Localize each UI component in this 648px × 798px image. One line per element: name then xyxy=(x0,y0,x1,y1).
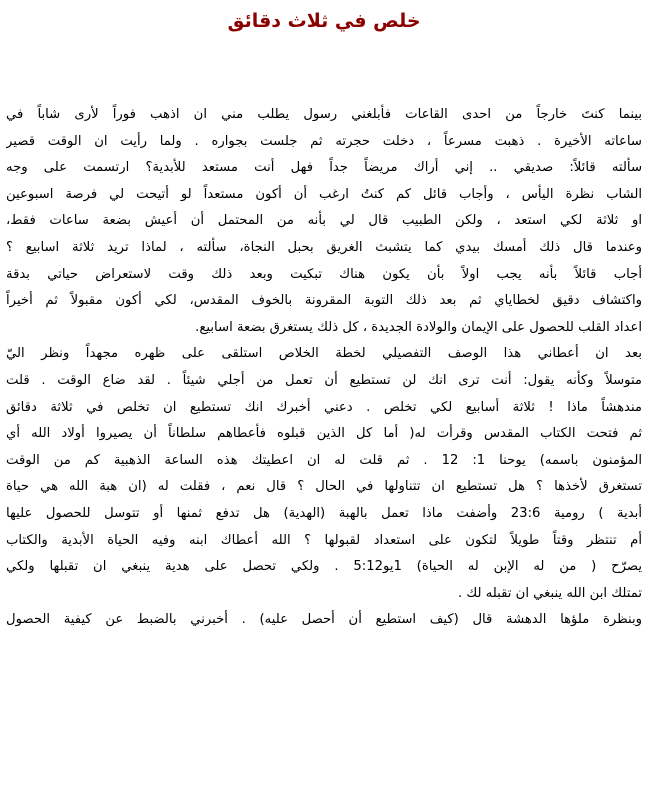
article-body xyxy=(6,102,642,634)
text-line: متوسلاً وكأنه يقول: أنت ترى انك لن تستطيع أن تعمل من أجلي شيئاً . لقد ضاع الوقت . قلت xyxy=(6,372,642,388)
text-line: بينما كنتَ خارجاً من احدى القاعات فأبلغني رسول يطلب مني ان اذهب فوراً لأرى شاباً في xyxy=(6,107,642,122)
text-line: تمتلك ابن الله ينبغي ان تقبله لك . xyxy=(457,585,642,601)
text-line: تستغرق لأخذها ؟ هل تستطيع ان تتناولها في الحال ؟ قال نعم ، فقلت له (ان هبة الله هي حياة xyxy=(6,479,642,495)
text-line: أبدية ) رومية 23:6 وأضفت ماذا تعمل بالهبة (الهدية) هل تدفع ثمنها أو تتوسل للحصول عليها xyxy=(6,505,642,521)
text-line: بعد ان أعطاني هذا الوصف التفصيلي لخطة الخلاص استلقى على ظهره مجهداً ونظر اليّ xyxy=(6,346,642,362)
text-line: او ثلاثة لكي استعد ، ولكن الطبيب قال لي بأنه من المحتمل أن أعيش بضعة ساعات فقط، xyxy=(6,213,642,229)
text-line: المؤمنون باسمه) يوحنا 1: 12 . ثم قلت له ان اعطيتك هذه الساعة الذهبية كم من الوقت xyxy=(6,452,642,468)
text-line: أجاب قائلاً بأنه يجب اولاً بأن يكون هناك تبكيت وبعد ذلك وقت لاستعراض حياتي بدقة xyxy=(6,266,642,282)
text-line: يصرّح ( من له الإبن له الحياة) 1يو5:12 . ولكي تحصل على هدية ينبغي ان تقبلها ولكي xyxy=(6,559,642,575)
text-line: اعداد القلب للحصول على الإيمان والولادة الجديدة ، كل ذلك يستغرق بضعة اسابيع. xyxy=(195,319,642,335)
text-line: ساعاته الأخيرة . ذهبت مسرعاً ، دخلت حجرته ثم جلست بجواره . ولما رأيت ان الوقت قصير xyxy=(6,133,642,149)
page-title: خلص في ثلاث دقائق xyxy=(227,10,421,32)
text-line: أم تنتظر وقتاً طويلاً لتكون على استعداد لقبولها ؟ الله أعطاك ابنه وفيه الحياة الأبدية والكتاب xyxy=(6,532,642,548)
text-line: سألته قائلاً: صديقي .. إني أراك مريضاً جداً فهل أنت مستعد للأبدية؟ ارتسمت على وجه xyxy=(6,160,642,176)
text-line: وعندما قال ذلك أمسك بيدي كما يتشبث الغريق بحبل النجاة، سألته ، لماذا تريد ثلاثة اسابيع ؟ xyxy=(6,239,642,255)
text-line: مندهشاً ماذا ! ثلاثة أسابيع لكي تخلص . دعني أخبرك انك تستطيع ان تخلص في ثلاثة دقائق xyxy=(6,399,642,415)
text-line: ثم فتحت الكتاب المقدس وقرأت له( أما كل الذين قبلوه فأعطاهم سلطاناً أن يصيروا أولاد الله أي xyxy=(6,426,642,442)
text-line: واكتشاف دقيق لخطاياي ثم بعد ذلك التوبة المقرونة بالخوف المقدس، لكي أكون مقبولاً ثم أخيراً xyxy=(6,293,642,309)
text-line: الشاب نظرة اليأس ، وأجاب قائل كم كنتُ ارغب أن أكون مستعداً لو أتيحت لي فرصة اسبوعين xyxy=(6,186,642,202)
text-line: وبنظرة ملؤها الدهشة قال (كيف استطيع أن أحصل عليه) . أخبرني بالضبط عن كيفية الحصول xyxy=(6,612,642,628)
